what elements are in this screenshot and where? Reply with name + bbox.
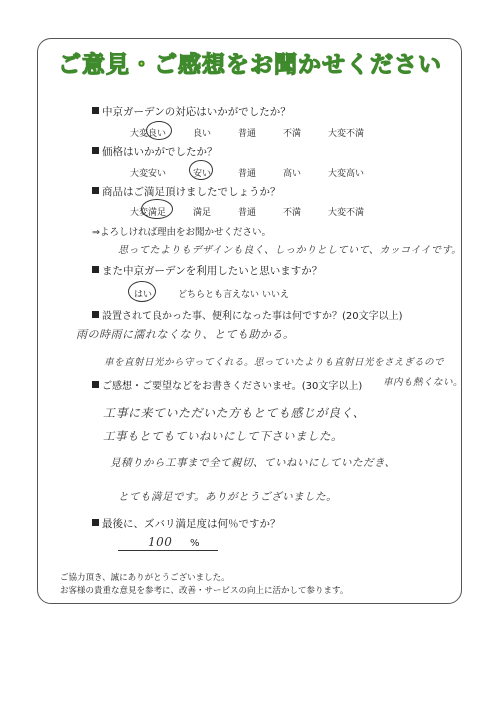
q5-answer-line-1: 雨の時雨に濡れなくなり、とても助かる。 (76, 328, 295, 341)
footer-thanks: ご協力頂き、誠にありがとうございました。 (60, 573, 230, 583)
question-3-label: 商品はご満足頂けましたでしょうか？ (102, 186, 281, 198)
q3-option-5[interactable]: 大変不満 (328, 208, 365, 218)
bullet-square-icon (92, 147, 99, 154)
reason-handwritten-answer: 思ってたよりもデザインも良く、しっかりとしていて、カッコイイです。 (118, 245, 462, 256)
q1-option-4[interactable]: 不満 (283, 129, 302, 139)
q4-option-1[interactable]: はい (134, 290, 153, 300)
bullet-square-icon (92, 519, 99, 526)
bullet-square-icon (92, 266, 99, 273)
q1-option-3[interactable]: 普通 (238, 129, 257, 139)
survey-title: ご意見・ご感想をお聞かせください (58, 52, 442, 78)
q3-option-4[interactable]: 不満 (283, 208, 302, 218)
question-1-label: 中京ガーデンの対応はいかがでしたか？ (102, 106, 291, 118)
footer-note: お客様の貴重な意見を参考に、改善・サービスの向上に活かして参ります。 (60, 586, 349, 596)
q3-selected-circle (141, 199, 173, 219)
bullet-square-icon (92, 381, 99, 388)
question-1 (92, 104, 291, 119)
q6-answer-line-1: 工事に来ていただいた方もとても感じが良く、 (103, 406, 366, 420)
q2-option-5[interactable]: 大変高い (328, 169, 365, 179)
q7-answer-value: 100 (148, 535, 173, 549)
q1-selected-circle (146, 121, 172, 140)
question-6 (92, 377, 362, 392)
question-5-label: 設置されて良かった事、便利になった事は何ですか？(20文字以上) (102, 311, 403, 322)
bullet-square-icon (92, 187, 99, 194)
q7-answer-unit: % (190, 538, 200, 549)
q1-option-5[interactable]: 大変不満 (328, 129, 365, 139)
question-7-label: 最後に、ズバリ満足度は何％ですか？ (102, 518, 281, 530)
q1-option-1[interactable]: 大変良い (130, 129, 167, 139)
question-6-label: ご感想・ご要望などをお書きくださいませ。(30文字以上) (102, 381, 363, 392)
q1-option-2[interactable]: 良い (193, 129, 212, 139)
q6-answer-tail: 車内も熱くない。 (383, 377, 464, 388)
question-3 (92, 184, 281, 199)
bullet-square-icon (92, 107, 99, 114)
q2-option-3[interactable]: 普通 (238, 169, 257, 179)
q2-option-4[interactable]: 高い (283, 169, 302, 179)
q7-answer-underline (118, 550, 218, 551)
q4-selected-circle (128, 281, 156, 302)
q3-option-2[interactable]: 満足 (193, 208, 212, 218)
q4-option-3[interactable]: いいえ (262, 290, 290, 300)
q6-answer-line-4: とても満足です。ありがとうございました。 (118, 491, 338, 503)
q2-option-2[interactable]: 安い (193, 169, 212, 179)
bullet-square-icon (92, 311, 99, 318)
q3-option-1[interactable]: 大変満足 (130, 208, 167, 218)
question-2-label: 価格はいかがでしたか？ (102, 146, 218, 158)
reason-prompt: ⇒よろしければ理由をお聞かせください。 (92, 227, 271, 238)
question-2 (92, 144, 218, 159)
q4-option-2[interactable]: どちらとも言えない (178, 290, 260, 300)
question-7 (92, 516, 281, 531)
question-4-label: また中京ガーデンを利用したいと思いますか？ (102, 265, 323, 277)
q6-answer-line-2: 工事もとてもていねいにして下さいました。 (103, 429, 343, 443)
question-5 (92, 307, 403, 322)
q2-selected-circle (189, 160, 213, 180)
question-4 (92, 263, 322, 278)
q5-answer-line-2: 車を直射日光から守ってくれる。思っていたよりも直射日光をさえぎるので (104, 357, 445, 368)
q3-option-3[interactable]: 普通 (238, 208, 257, 218)
q2-option-1[interactable]: 大変安い (130, 169, 167, 179)
q6-answer-line-3: 見積りから工事まで全て親切、ていねいにしていただき、 (110, 457, 396, 469)
